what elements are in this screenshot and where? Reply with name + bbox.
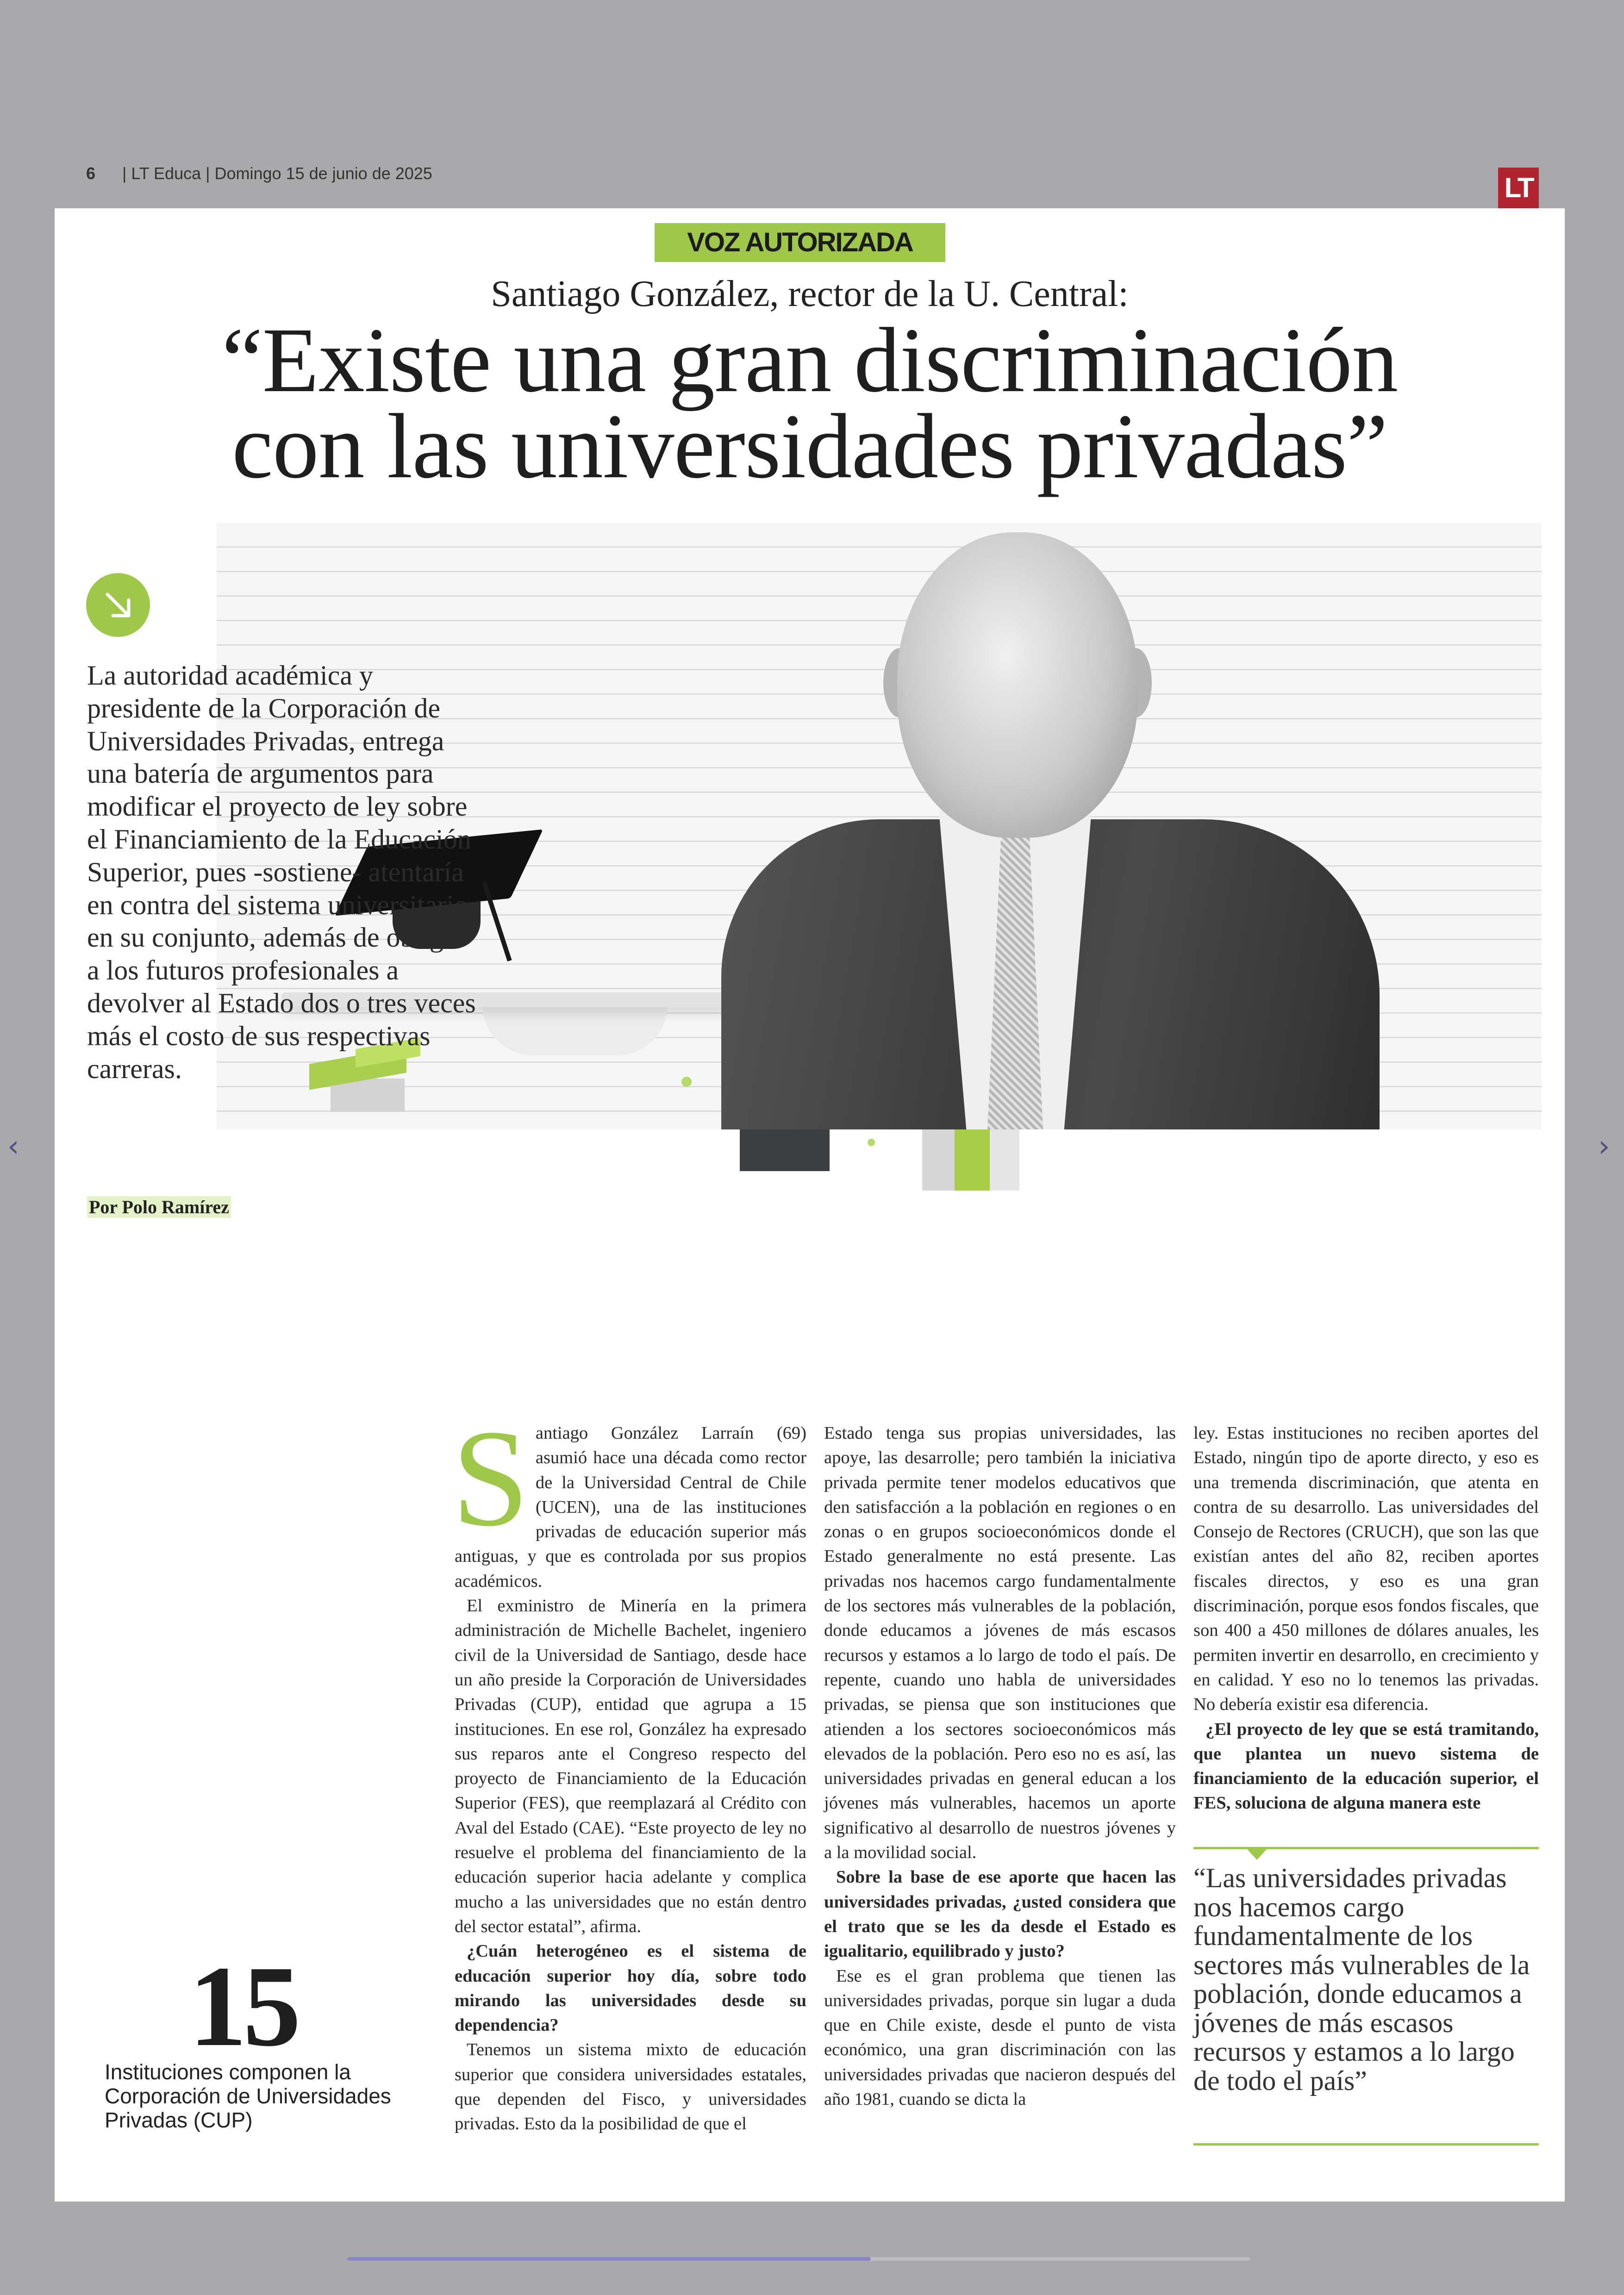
body-text: antiago González Larraín (69) asumió hace una década como rector de la Universidad Central de Chile (UCEN), una de las instituciones privadas de educación superior más antiguas, y que es controlada por sus propios académicos. — [455, 1423, 806, 1591]
green-dot — [868, 1139, 875, 1146]
page-progress-bar[interactable] — [347, 2257, 1250, 2261]
shelf-base — [482, 1004, 668, 1055]
previous-page-arrow-icon[interactable]: ‹ — [7, 1129, 19, 1164]
body-paragraph: El exministro de Minería en la primera administración de Michelle Bachelet, ingeniero civil de la Universidad de Santiago, desde hace un año preside la Corporación de Universidades Privadas (CUP), entidad que agrupa a 15 instituciones. En ese rol, González ha expresado sus reparos ante el Congreso respecto del proyecto de Financiamiento de la Educación Superior (FES), que reemplazará al Crédito con Aval del Estado (CAE). “Este proyecto de ley no resuelve el problema del financiamiento de la educación superior hacia adelante y complica mucho a las universidades que no están dentro del sector estatal”, afirma. — [455, 1596, 806, 1936]
body-column-3 — [1193, 1421, 1539, 1816]
pull-quote — [1193, 1847, 1539, 2148]
lt-logo: LT — [1498, 168, 1539, 208]
portrait-photo — [721, 532, 1380, 1129]
next-page-arrow-icon[interactable]: › — [1598, 1129, 1610, 1164]
interview-question: ¿El proyecto de ley que se está tramitando, que plantea un nuevo sistema de financiamiento de la educación superior, el FES, soluciona de alguna manera este — [1193, 1719, 1539, 1813]
headline-line-2: con las universidades privadas” — [232, 395, 1387, 498]
stat-label: Instituciones componen la Corporación de Universidades Privadas (CUP) — [105, 2060, 391, 2132]
interview-question: ¿Cuán heterogéneo es el sistema de educación superior hoy día, sobre todo mirando las universidades desde su dependencia? — [455, 1941, 806, 2035]
pull-quote-bottom-rule — [1193, 2143, 1539, 2145]
byline: Por Polo Ramírez — [87, 1196, 231, 1218]
drop-cap: S — [452, 1401, 529, 1555]
section-tag: VOZ AUTORIZADA — [655, 223, 945, 262]
body-paragraph: ley. Estas instituciones no reciben aportes del Estado, ningún tipo de aporte directo, y eso es una tremenda discriminación, que atenta en contra de su desarrollo. Las universidades del Consejo de Rectores (CRUCH), que son las que existían antes del año 82, reciben aportes fiscales directos, y eso es una gran discriminación, porque esos fondos fiscales, que son 400 a 450 millones de dólares anuales, les permiten invertir en desarrollo, en crecimiento y en calidad. Y eso no lo tenemos las privadas. No debería existir esa diferencia. — [1193, 1423, 1539, 1715]
body-column-2 — [824, 1421, 1176, 2112]
pull-quote-notch — [1247, 1849, 1267, 1860]
body-paragraph: Estado tenga sus propias universidades, las apoye, las desarrolle; pero también la iniciativa privada permite tener modelos educativos que den satisfacción a la población en regiones o en zonas o en grupos socioeconómicos donde el Estado generalmente no está presente. Las privadas nos hacemos cargo fundamentalmente de los sectores más vulnerables de la población, donde educamos a jóvenes de más escasos recursos y estamos a lo largo de todo el país. De repente, cuando uno habla de universidades privadas, se piensa que son instituciones que atienden a los sectores socioeconómicos más elevados de la población. Pero eso no es así, las universidades privadas en general educan a los jóvenes más vulnerables, hacemos un aporte significativo al desarrollo de nuestros jóvenes y a la movilidad social. — [824, 1423, 1176, 1863]
kicker: Santiago González, rector de la U. Central: — [491, 274, 1129, 314]
green-dot — [681, 1077, 692, 1087]
pull-quote-text: “Las universidades privadas nos hacemos cargo fundamentalmente de los sectores más vulnerables de la población, donde educamos a jóvenes de más escasos recursos y estamos a lo largo de todo el país” — [1193, 1863, 1530, 2096]
headline — [55, 309, 1565, 498]
body-column-1 — [452, 1401, 806, 2137]
interview-question: Sobre la base de ese aporte que hacen las universidades privadas, ¿usted considera que el trato que se les da desde el Estado es igualitario, equilibrado y justo? — [824, 1867, 1176, 1961]
arrow-down-right-icon — [86, 573, 150, 637]
pull-quote-top-rule — [1193, 1847, 1539, 1849]
portrait-head — [897, 532, 1138, 838]
page-number: 6 — [86, 164, 96, 183]
body-paragraph — [452, 1401, 806, 1594]
body-paragraph: Ese es el gran problema que tienen las universidades privadas, porque sin lugar a duda que en Chile existe, desde el punto de vista económico, una gran discriminación con las universidades privadas que nacieron después del año 1981, cuando se dicta la — [824, 1966, 1176, 2109]
page-progress-fill — [347, 2257, 871, 2261]
running-head — [86, 163, 1540, 208]
headline-line-1: “Existe una gran discriminación — [221, 309, 1398, 412]
body-paragraph: Tenemos un sistema mixto de educación superior que considera universidades estatales, que dependen del Fisco, y universidades privadas. Esto da la posibilidad de que el — [455, 2040, 806, 2134]
newspaper-page — [55, 208, 1565, 2201]
stat-number: 15 — [189, 1942, 297, 2070]
dek: La autoridad académica y presidente de la Corporación de Universidades Privadas, entrega una batería de argumentos para modificar el proyecto de ley sobre el Financiamiento de la Educación Superior, pues -sostiene- atentaría en contra del sistema universitario en su conjunto, además de obligar a los futuros profesionales a devolver al Estado dos o tres veces más el costo de sus respectivas carreras. — [87, 660, 476, 1084]
publication-line: | LT Educa | Domingo 15 de junio de 2025 — [122, 164, 432, 183]
